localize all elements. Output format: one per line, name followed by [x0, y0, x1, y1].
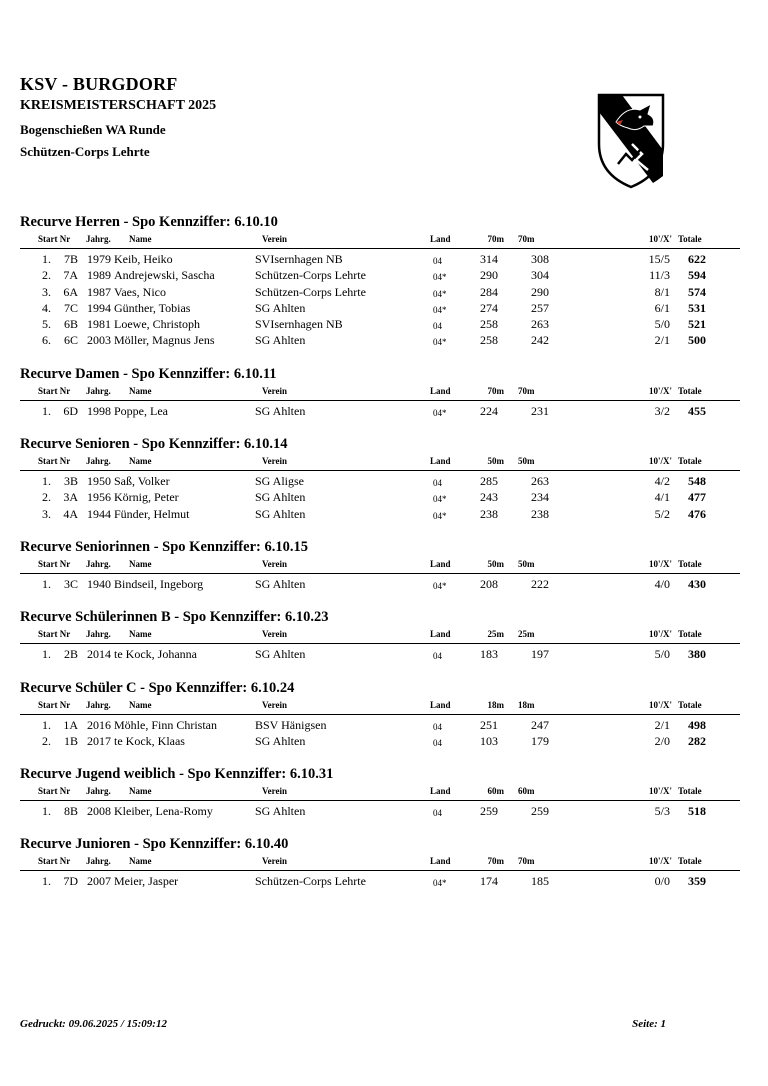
column-header-row [20, 386, 740, 401]
distance-1-score-cell: 243 [480, 490, 498, 505]
total-cell: 548 [688, 474, 706, 489]
land-cell: 04 [433, 256, 442, 266]
total-cell: 622 [688, 252, 706, 266]
land-cell: 04 [433, 737, 442, 748]
col-distance-1-header: 70m [487, 385, 504, 396]
year-cell: 1979 [87, 252, 111, 266]
name-cell: te Kock, Johanna [114, 647, 197, 662]
land-cell: 04 [433, 321, 442, 332]
name-cell: Keib, Heiko [114, 252, 173, 266]
land-cell: 04* [433, 580, 447, 591]
total-cell: 476 [688, 506, 706, 521]
col-distance-2-header: 60m [518, 786, 535, 797]
rank-cell: 2 [42, 490, 48, 505]
start-nr-cell: 4A [63, 506, 78, 521]
tens-x-cell: 8/1 [654, 284, 670, 299]
rank-separator: . [48, 284, 51, 299]
distance-1-score-cell: 284 [480, 284, 498, 299]
name-cell: Kleiber, Lena-Romy [114, 804, 213, 819]
table-row [20, 733, 740, 749]
col-distance-2-header: 70m [518, 385, 535, 396]
coat-of-arms-icon [596, 92, 666, 190]
year-cell: 2007 [87, 874, 111, 889]
table-row [20, 403, 740, 419]
rank-separator: . [48, 506, 51, 521]
col-distance-2-header: 25m [518, 629, 535, 640]
distance-1-score-cell: 290 [480, 268, 498, 283]
column-header-row [20, 786, 740, 801]
table-row [20, 267, 740, 283]
table-row [20, 316, 740, 332]
tens-x-cell: 11/3 [649, 268, 670, 283]
col-land-header: Land [430, 786, 451, 797]
col-land-header: Land [430, 558, 451, 569]
club-cell: SG Ahlten [255, 333, 306, 348]
col-jahrg-header: Jahrg. [86, 629, 111, 640]
distance-2-score-cell: 290 [531, 284, 549, 299]
year-cell: 2003 [87, 333, 111, 348]
tens-x-cell: 5/0 [654, 317, 670, 332]
total-cell: 359 [688, 874, 706, 889]
name-cell: Bindseil, Ingeborg [114, 576, 204, 591]
distance-1-score-cell: 285 [480, 474, 498, 489]
col-start-nr-header: Start Nr [38, 456, 71, 467]
col-distance-1-header: 70m [487, 234, 504, 244]
year-cell: 1956 [87, 490, 111, 505]
club-cell: SG Ahlten [255, 576, 306, 591]
land-cell: 04 [433, 721, 442, 732]
rank-cell: 1 [42, 474, 48, 489]
col-distance-2-header: 18m [518, 699, 535, 710]
column-header-row [20, 700, 740, 715]
org-title: KSV - BURGDORF [20, 74, 178, 94]
club-cell: SG Ahlten [255, 403, 306, 418]
tens-x-cell: 5/3 [654, 804, 670, 819]
rank-cell: 2 [42, 268, 48, 283]
col-name-header: Name [129, 385, 152, 396]
year-cell: 1944 [87, 506, 111, 521]
year-cell: 1940 [87, 576, 111, 591]
club-cell: SVIsernhagen NB [255, 252, 343, 266]
start-nr-cell: 7A [63, 268, 78, 283]
col-total-header: Totale [678, 456, 702, 467]
distance-1-score-cell: 258 [480, 333, 498, 348]
rank-separator: . [48, 874, 51, 889]
col-start-nr-header: Start Nr [38, 699, 71, 710]
col-distance-2-header: 70m [518, 234, 535, 244]
col-start-nr-header: Start Nr [38, 629, 71, 640]
rank-separator: . [48, 647, 51, 662]
total-cell: 498 [688, 717, 706, 732]
distance-2-score-cell: 259 [531, 804, 549, 819]
rank-cell: 1 [42, 252, 48, 266]
table-row [20, 332, 740, 348]
rank-cell: 1 [42, 717, 48, 732]
col-land-header: Land [430, 629, 451, 640]
col-distance-1-header: 25m [487, 629, 504, 640]
col-land-header: Land [430, 385, 451, 396]
rank-separator: . [48, 333, 51, 348]
col-verein-header: Verein [262, 558, 288, 569]
tens-x-cell: 5/0 [654, 647, 670, 662]
total-cell: 477 [688, 490, 706, 505]
distance-1-score-cell: 208 [480, 576, 498, 591]
year-cell: 2017 [87, 733, 111, 748]
table-row [20, 646, 740, 662]
total-cell: 594 [688, 268, 706, 283]
distance-2-score-cell: 242 [531, 333, 549, 348]
table-row [20, 717, 740, 733]
distance-2-score-cell: 247 [531, 717, 549, 732]
distance-2-score-cell: 179 [531, 733, 549, 748]
distance-1-score-cell: 224 [480, 403, 498, 418]
total-cell: 531 [688, 300, 706, 315]
host-title: Schützen-Corps Lehrte [20, 144, 150, 159]
distance-2-score-cell: 238 [531, 506, 549, 521]
start-nr-cell: 6B [63, 317, 78, 332]
distance-2-score-cell: 222 [531, 576, 549, 591]
club-cell: SG Ahlten [255, 647, 306, 662]
results-section [20, 607, 740, 662]
club-cell: SG Ahlten [255, 804, 306, 819]
rank-separator: . [48, 317, 51, 332]
results-section [20, 434, 740, 522]
total-cell: 380 [688, 647, 706, 662]
page-number: Seite: 1 [632, 1018, 666, 1030]
club-cell: SG Aligse [255, 474, 305, 489]
distance-2-score-cell: 185 [531, 874, 549, 889]
section-title: Recurve Junioren - Spo Kennziffer: 6.10.40 [20, 836, 289, 853]
year-cell: 1994 [87, 300, 111, 315]
land-cell: 04* [433, 407, 447, 418]
col-land-header: Land [430, 234, 451, 244]
col-start-nr-header: Start Nr [38, 856, 71, 867]
col-total-header: Totale [678, 234, 702, 244]
col-jahrg-header: Jahrg. [86, 385, 111, 396]
table-row [20, 251, 740, 267]
tens-x-cell: 2/1 [654, 717, 670, 732]
distance-1-score-cell: 183 [480, 647, 498, 662]
name-cell: Günther, Tobias [114, 300, 191, 315]
col-name-header: Name [129, 558, 152, 569]
tens-x-cell: 4/1 [654, 490, 670, 505]
column-header-row [20, 856, 740, 871]
distance-1-score-cell: 103 [480, 733, 498, 748]
land-cell: 04* [433, 510, 447, 521]
distance-2-score-cell: 234 [531, 490, 549, 505]
table-row [20, 473, 740, 489]
tens-x-cell: 15/5 [648, 252, 670, 266]
club-cell: SG Ahlten [255, 506, 306, 521]
club-cell: BSV Hänigsen [255, 717, 327, 732]
land-cell: 04 [433, 651, 442, 662]
distance-2-score-cell: 308 [531, 252, 549, 266]
column-header-row [20, 456, 740, 471]
rank-separator: . [48, 717, 51, 732]
total-cell: 430 [688, 576, 706, 591]
year-cell: 2008 [87, 804, 111, 819]
col-name-header: Name [129, 786, 152, 797]
col-name-header: Name [129, 456, 152, 467]
col-tens-x-header: 10'/X' [648, 786, 672, 797]
club-cell: SG Ahlten [255, 733, 306, 748]
year-cell: 1998 [87, 403, 111, 418]
rank-cell: 3 [42, 506, 48, 521]
year-cell: 2016 [87, 717, 111, 732]
tens-x-cell: 5/2 [654, 506, 670, 521]
event-title: KREISMEISTERSCHAFT 2025 [20, 98, 217, 113]
section-title: Recurve Herren - Spo Kennziffer: 6.10.10 [20, 214, 278, 230]
tens-x-cell: 4/0 [654, 576, 670, 591]
tens-x-cell: 2/0 [654, 733, 670, 748]
rank-separator: . [48, 252, 51, 266]
distance-1-score-cell: 251 [480, 717, 498, 732]
start-nr-cell: 8B [63, 804, 78, 819]
col-verein-header: Verein [262, 234, 288, 244]
col-jahrg-header: Jahrg. [86, 856, 111, 867]
club-cell: Schützen-Corps Lehrte [255, 874, 366, 889]
col-total-header: Totale [678, 385, 702, 396]
col-total-header: Totale [678, 629, 702, 640]
name-cell: Poppe, Lea [114, 403, 168, 418]
col-total-header: Totale [678, 856, 702, 867]
distance-2-score-cell: 263 [531, 317, 549, 332]
col-tens-x-header: 10'/X' [648, 699, 672, 710]
col-total-header: Totale [678, 786, 702, 797]
table-row [20, 873, 740, 889]
rank-cell: 1 [42, 576, 48, 591]
club-cell: Schützen-Corps Lehrte [255, 268, 366, 283]
rank-cell: 4 [42, 300, 48, 315]
land-cell: 04 [433, 478, 442, 489]
year-cell: 1981 [87, 317, 111, 332]
page-footer [20, 1018, 666, 1030]
rank-cell: 5 [42, 317, 48, 332]
table-row [20, 284, 740, 300]
distance-1-score-cell: 258 [480, 317, 498, 332]
rank-separator: . [48, 733, 51, 748]
distance-2-score-cell: 197 [531, 647, 549, 662]
tens-x-cell: 6/1 [654, 300, 670, 315]
section-title: Recurve Jugend weiblich - Spo Kennziffer: 6.10.31 [20, 766, 334, 783]
col-start-nr-header: Start Nr [38, 385, 71, 396]
col-total-header: Totale [678, 558, 702, 569]
document-header [20, 74, 216, 160]
col-name-header: Name [129, 234, 152, 244]
rank-cell: 1 [42, 647, 48, 662]
col-tens-x-header: 10'/X' [648, 385, 672, 396]
col-land-header: Land [430, 699, 451, 710]
tens-x-cell: 0/0 [654, 874, 670, 889]
distance-2-score-cell: 304 [531, 268, 549, 283]
distance-1-score-cell: 259 [480, 804, 498, 819]
start-nr-cell: 6D [63, 403, 78, 418]
land-cell: 04* [433, 337, 447, 348]
club-cell: Schützen-Corps Lehrte [255, 284, 366, 299]
col-tens-x-header: 10'/X' [648, 558, 672, 569]
name-cell: Meier, Jasper [114, 874, 179, 889]
table-row [20, 803, 740, 819]
name-cell: Körnig, Peter [114, 490, 179, 505]
rank-cell: 1 [42, 804, 48, 819]
club-cell: SVIsernhagen NB [255, 317, 343, 332]
total-cell: 282 [688, 733, 706, 748]
distance-2-score-cell: 231 [531, 403, 549, 418]
land-cell: 04* [433, 304, 447, 315]
distance-1-score-cell: 274 [480, 300, 498, 315]
rank-separator: . [48, 403, 51, 418]
year-cell: 1987 [87, 284, 111, 299]
col-total-header: Totale [678, 699, 702, 710]
col-jahrg-header: Jahrg. [86, 558, 111, 569]
distance-1-score-cell: 314 [480, 252, 498, 266]
rank-separator: . [48, 474, 51, 489]
column-header-row [20, 234, 740, 249]
section-title: Recurve Schülerinnen B - Spo Kennziffer: 6.10.23 [20, 609, 329, 626]
col-jahrg-header: Jahrg. [86, 786, 111, 797]
col-tens-x-header: 10'/X' [648, 629, 672, 640]
results-section [20, 678, 740, 750]
col-distance-1-header: 60m [487, 786, 504, 797]
col-name-header: Name [129, 629, 152, 640]
col-name-header: Name [129, 856, 152, 867]
rank-cell: 2 [42, 733, 48, 748]
land-cell: 04* [433, 494, 447, 505]
tens-x-cell: 3/2 [654, 403, 670, 418]
rank-cell: 6 [42, 333, 48, 348]
section-title: Recurve Senioren - Spo Kennziffer: 6.10.14 [20, 436, 288, 453]
col-start-nr-header: Start Nr [38, 786, 71, 797]
col-distance-1-header: 50m [487, 456, 504, 467]
name-cell: Loewe, Christoph [114, 317, 200, 332]
land-cell: 04* [433, 272, 447, 283]
col-distance-1-header: 18m [487, 699, 504, 710]
table-row [20, 576, 740, 592]
rank-cell: 1 [42, 874, 48, 889]
results-section [20, 364, 740, 419]
tens-x-cell: 4/2 [654, 474, 670, 489]
rank-separator: . [48, 268, 51, 283]
club-cell: SG Ahlten [255, 490, 306, 505]
land-cell: 04* [433, 288, 447, 299]
rank-separator: . [48, 576, 51, 591]
col-distance-1-header: 70m [487, 856, 504, 867]
name-cell: Möller, Magnus Jens [114, 333, 215, 348]
total-cell: 455 [688, 403, 706, 418]
year-cell: 1950 [87, 474, 111, 489]
col-verein-header: Verein [262, 856, 288, 867]
col-land-header: Land [430, 456, 451, 467]
col-distance-2-header: 50m [518, 558, 535, 569]
results-section [20, 537, 740, 592]
results-list [20, 212, 740, 905]
name-cell: Andrejewski, Sascha [114, 268, 215, 283]
total-cell: 521 [688, 317, 706, 332]
col-land-header: Land [430, 856, 451, 867]
rank-separator: . [48, 490, 51, 505]
table-row [20, 506, 740, 522]
col-tens-x-header: 10'/X' [648, 234, 672, 244]
col-jahrg-header: Jahrg. [86, 699, 111, 710]
distance-1-score-cell: 238 [480, 506, 498, 521]
rank-cell: 3 [42, 284, 48, 299]
section-title: Recurve Seniorinnen - Spo Kennziffer: 6.10.15 [20, 538, 308, 555]
year-cell: 1989 [87, 268, 111, 283]
col-name-header: Name [129, 699, 152, 710]
column-header-row [20, 629, 740, 644]
year-cell: 2014 [87, 647, 111, 662]
col-jahrg-header: Jahrg. [86, 234, 111, 244]
start-nr-cell: 3C [63, 576, 78, 591]
col-start-nr-header: Start Nr [38, 234, 71, 244]
results-section [20, 764, 740, 819]
section-title: Recurve Schüler C - Spo Kennziffer: 6.10.24 [20, 679, 295, 696]
results-section [20, 212, 740, 349]
start-nr-cell: 7D [63, 874, 78, 889]
start-nr-cell: 1B [63, 733, 78, 748]
section-title: Recurve Damen - Spo Kennziffer: 6.10.11 [20, 365, 277, 382]
name-cell: Möhle, Finn Christan [114, 717, 218, 732]
col-distance-2-header: 50m [518, 456, 535, 467]
name-cell: Fünder, Helmut [114, 506, 190, 521]
land-cell: 04 [433, 808, 442, 819]
printed-timestamp: Gedruckt: 09.06.2025 / 15:09:12 [20, 1018, 167, 1030]
col-distance-2-header: 70m [518, 856, 535, 867]
col-verein-header: Verein [262, 629, 288, 640]
rank-separator: . [48, 300, 51, 315]
name-cell: Vaes, Nico [114, 284, 166, 299]
col-verein-header: Verein [262, 456, 288, 467]
start-nr-cell: 7B [63, 252, 78, 266]
tens-x-cell: 2/1 [654, 333, 670, 348]
col-verein-header: Verein [262, 699, 288, 710]
start-nr-cell: 6A [63, 284, 78, 299]
distance-1-score-cell: 174 [480, 874, 498, 889]
club-cell: SG Ahlten [255, 300, 306, 315]
distance-2-score-cell: 263 [531, 474, 549, 489]
col-jahrg-header: Jahrg. [86, 456, 111, 467]
rank-separator: . [48, 804, 51, 819]
column-header-row [20, 559, 740, 574]
col-distance-1-header: 50m [487, 558, 504, 569]
start-nr-cell: 2B [63, 647, 78, 662]
rank-cell: 1 [42, 403, 48, 418]
results-section [20, 834, 740, 889]
col-tens-x-header: 10'/X' [648, 856, 672, 867]
total-cell: 518 [688, 804, 706, 819]
col-verein-header: Verein [262, 786, 288, 797]
col-verein-header: Verein [262, 385, 288, 396]
discipline-title: Bogenschießen WA Runde [20, 122, 166, 137]
total-cell: 500 [688, 333, 706, 348]
distance-2-score-cell: 257 [531, 300, 549, 315]
table-row [20, 300, 740, 316]
start-nr-cell: 3A [63, 490, 78, 505]
start-nr-cell: 6C [63, 333, 78, 348]
start-nr-cell: 7C [63, 300, 78, 315]
name-cell: te Kock, Klaas [114, 733, 185, 748]
name-cell: Saß, Volker [114, 474, 170, 489]
col-tens-x-header: 10'/X' [648, 456, 672, 467]
start-nr-cell: 1A [63, 717, 78, 732]
land-cell: 04* [433, 878, 447, 889]
table-row [20, 489, 740, 505]
start-nr-cell: 3B [63, 474, 78, 489]
col-start-nr-header: Start Nr [38, 558, 71, 569]
total-cell: 574 [688, 284, 706, 299]
